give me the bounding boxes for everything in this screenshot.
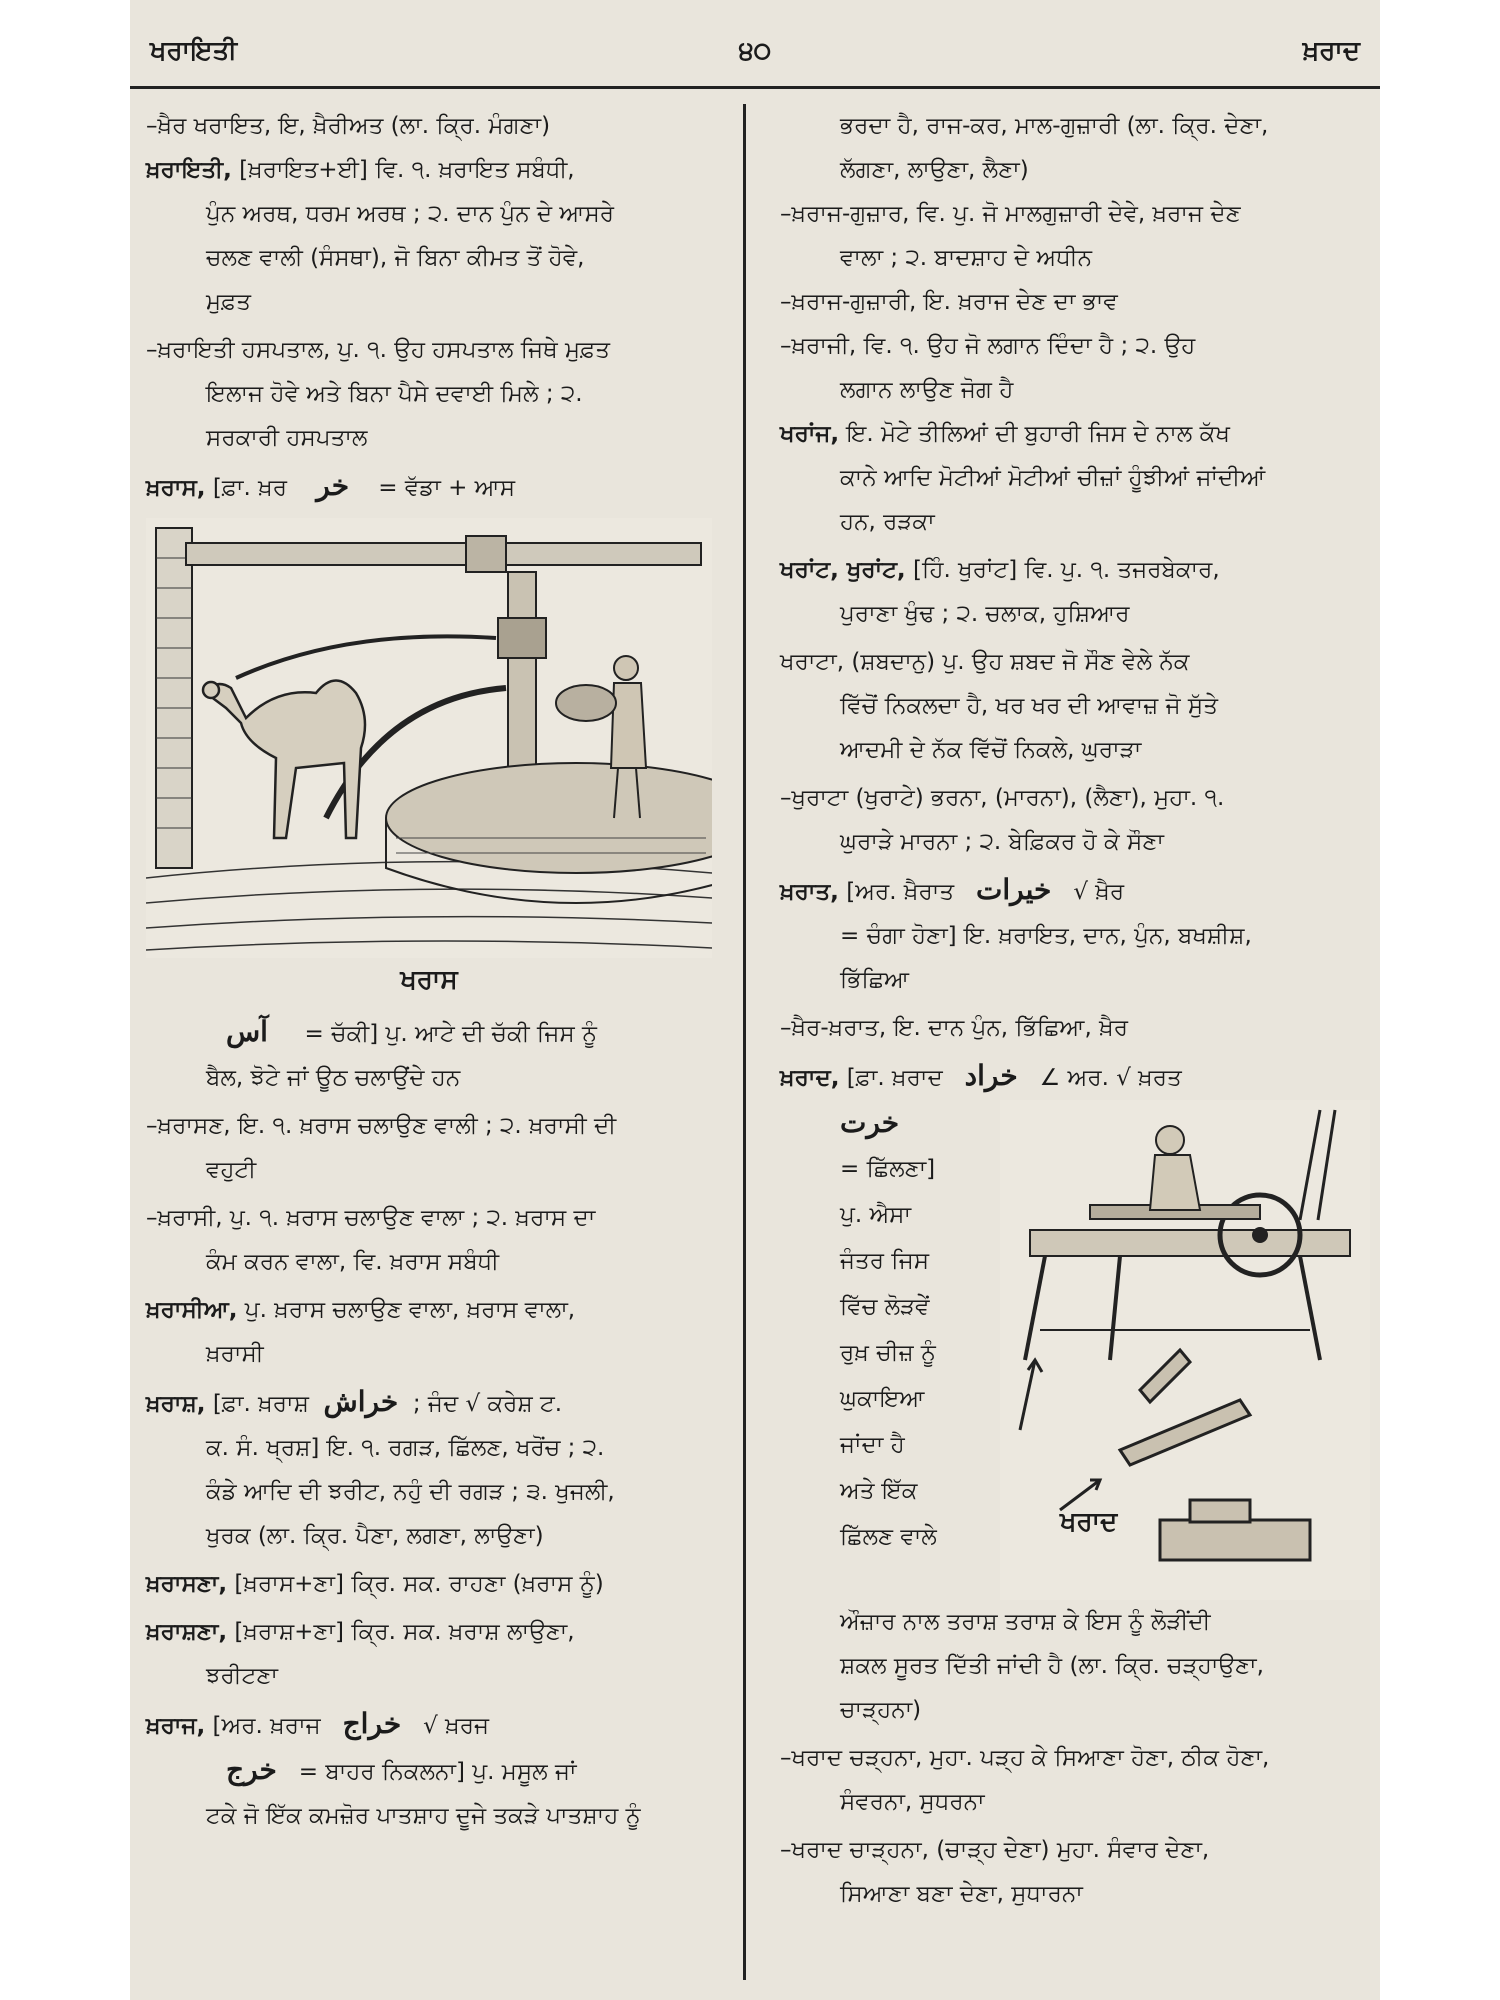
entry-line: ਪੁ. ਐਸਾ [840, 1202, 912, 1228]
entry-line: ਇਲਾਜ ਹੋਵੇ ਅਤੇ ਬਿਨਾ ਪੈਸੇ ਦਵਾਈ ਮਿਲੇ ; ੨. [206, 381, 583, 407]
entry-line: –ਖ਼ਰਾਜ-ਗੁਜ਼ਾਰੀ, ਇ. ਖ਼ਰਾਜ ਦੇਣ ਦਾ ਭਾਵ [780, 289, 1118, 315]
entry-text: √ ਖ਼ੈਰ [1073, 879, 1125, 905]
persian-script: خرج [226, 1753, 277, 1786]
persian-script: خراش [323, 1385, 399, 1418]
entry-text: [ਫ਼ਾ. ਖ਼ਰਾਸ਼ [212, 1391, 309, 1417]
entry-line: –ਖ਼ਰਾਇਤੀ ਹਸਪਤਾਲ, ਪੁ. ੧. ਉਹ ਹਸਪਤਾਲ ਜਿਥੇ ਮੁਫ਼ਤ [146, 337, 610, 363]
entry-line: ਆਦਮੀ ਦੇ ਨੱਕ ਵਿੱਚੋਂ ਨਿਕਲੇ, ਘੁਰਾੜਾ [840, 737, 1142, 763]
page-number: ੪੦ [738, 36, 772, 66]
entry-line: ਬੈਲ, ਝੋਟੇ ਜਾਂ ਊਠ ਚਲਾਉਂਦੇ ਹਨ [206, 1065, 461, 1091]
entry-line: ਲੱਗਣਾ, ਲਾਉਣਾ, ਲੈਣਾ) [840, 157, 1029, 183]
headword: ਖ਼ਰਾਸੀਆ, [146, 1297, 238, 1323]
entry-text: ਪੁ. ਖ਼ਰਾਸ ਚਲਾਉਣ ਵਾਲਾ, ਖ਼ਰਾਸ ਵਾਲਾ, [244, 1297, 576, 1323]
entry-line: ਰੁਖ਼ ਚੀਜ਼ ਨੂੰ [840, 1340, 936, 1366]
entry-line: –ਖ਼ੈਰ-ਖ਼ਰਾਤ, ਇ. ਦਾਨ ਪੁੰਨ, ਭਿੱਛਿਆ, ਖ਼ੈਰ [780, 1015, 1128, 1041]
entry-kharasna [146, 1562, 712, 1606]
entry-line: ਅਤੇ ਇੱਕ [840, 1478, 918, 1504]
entry-kharaj [146, 1702, 712, 1838]
lathe-text-column [840, 1100, 990, 1560]
entry-line: ਸੰਵਰਨਾ, ਸੁਧਰਨਾ [840, 1789, 985, 1815]
entry-line: = ਚੰਗਾ ਹੋਣਾ] ਇ. ਖ਼ਰਾਇਤ, ਦਾਨ, ਪੁੰਨ, ਬਖਸ਼ੀਸ਼, [840, 923, 1252, 949]
entry-line: –ਖੁਰਾਟਾ (ਖੁਰਾਟੇ) ਭਰਨਾ, (ਮਾਰਨਾ), (ਲੈਣਾ), ਮੁਹਾ. ੧. [780, 785, 1225, 811]
header-rule [130, 86, 1380, 89]
entry-text: ; ਜੰਦ √ ਕਰੇਸ਼ ਟ. [412, 1391, 563, 1417]
entry-text: [ਖ਼ਰਾਸ+ਣਾ] ਕ੍ਰਿ. ਸਕ. ਰਾਹਣਾ (ਖ਼ਰਾਸ ਨੂੰ) [234, 1571, 604, 1597]
entry-line: ਸਰਕਾਰੀ ਹਸਪਤਾਲ [206, 425, 368, 451]
entry-line: ਔਜ਼ਾਰ ਨਾਲ ਤਰਾਸ਼ ਤਰਾਸ਼ ਕੇ ਇਸ ਨੂੰ ਲੋੜੀਂਦੀ [840, 1609, 1211, 1635]
persian-script: خراد [964, 1059, 1018, 1092]
entry-line: ਮੁਫ਼ਤ [206, 289, 251, 315]
entry-text: ∠ ਅਰ. √ ਖ਼ਰਤ [1039, 1065, 1182, 1091]
entry-text: ਇ. ਮੋਟੇ ਤੀਲਿਆਂ ਦੀ ਬੁਹਾਰੀ ਜਿਸ ਦੇ ਨਾਲ ਕੱਖ [846, 421, 1230, 447]
entry-line: ਲਗਾਨ ਲਾਉਣ ਜੋਗ ਹੈ [840, 377, 1014, 403]
entry-line: ਜੰਤਰ ਜਿਸ [840, 1248, 930, 1274]
entry-line: ਕ. ਸੰ. ਖ੍ਰਸ਼] ਇ. ੧. ਰਗੜ, ਛਿੱਲਣ, ਖਰੋਂਚ ; ੨. [206, 1435, 605, 1461]
persian-script: خراج [342, 1707, 402, 1740]
entry-kharat [780, 868, 1365, 1002]
figure-caption: ਖਰਾਦ [1060, 1507, 1118, 1537]
entry-khair-kharat [780, 1006, 1365, 1050]
entry-line: –ਖ਼ਰਾਜੀ, ਵਿ. ੧. ਉਹ ਜੋ ਲਗਾਨ ਦਿੰਦਾ ਹੈ ; ੨. ਉਹ [780, 333, 1196, 359]
entry-line: ਪੁੰਨ ਅਰਥ, ਧਰਮ ਅਰਥ ; ੨. ਦਾਨ ਪੁੰਨ ਦੇ ਆਸਰੇ [206, 201, 615, 227]
entry-line: ਝਰੀਟਣਾ [206, 1663, 278, 1689]
entry-line: –ਖਰਾਦ ਚਾੜ੍ਹਨਾ, (ਚਾੜ੍ਹ ਦੇਣਾ) ਮੁਹਾ. ਸੰਵਾਰ ਦੇਣਾ, [780, 1837, 1210, 1863]
column-divider [743, 104, 746, 1980]
entry-text: √ ਖ਼ਰਜ [423, 1713, 490, 1739]
entry-kharanj [780, 412, 1365, 544]
headword: ਖ਼ਰਾਸ਼ਣਾ, [146, 1619, 228, 1645]
persian-script: خرت [840, 1106, 900, 1139]
entry-text: [ਅਰ. ਖ਼ੈਰਾਤ [846, 879, 955, 905]
entry-text: [ਫ਼ਾ. ਖ਼ਰ [212, 475, 287, 501]
entry-line: –ਖ਼ਰਾਸਣ, ਇ. ੧. ਖ਼ਰਾਸ ਚਲਾਉਣ ਵਾਲੀ ; ੨. ਖ਼ਰਾਸੀ ਦੀ [146, 1113, 617, 1139]
page-header [150, 30, 1360, 74]
entry-line: –ਖ਼ਰਾਸੀ, ਪੁ. ੧. ਖ਼ਰਾਸ ਚਲਾਉਣ ਵਾਲਾ ; ੨. ਖ਼ਰਾਸ ਦਾ [146, 1205, 596, 1231]
entry-text: [ਅਰ. ਖ਼ਰਾਜ [212, 1713, 321, 1739]
headword: ਖ਼ਰਾਤ, [780, 879, 839, 905]
entry-line: ਸਿਆਣਾ ਬਣਾ ਦੇਣਾ, ਸੁਧਾਰਨਾ [840, 1881, 1083, 1907]
entry-line: = ਛਿੱਲਣਾ] [840, 1156, 936, 1182]
headword: ਖਰਾਂਜ, [780, 421, 840, 447]
entry-line: ਜਾਂਦਾ ਹੈ [840, 1432, 905, 1458]
camel-mill-drawing [146, 518, 712, 958]
headword: ਖਰਾਂਟ, ਖੁਰਾਂਟ, [780, 557, 906, 583]
entry-line: ਭਿੱਛਿਆ [840, 967, 910, 993]
entry-line: ਕਾਨੇ ਆਦਿ ਮੋਟੀਆਂ ਮੋਟੀਆਂ ਚੀਜ਼ਾਂ ਹੂੰਝੀਆਂ ਜਾਂਦੀਆਂ [840, 465, 1266, 491]
entry-line: –ਖ਼ੈਰ ਖਰਾਇਤ, ਇ, ਖ਼ੈਰੀਅਤ (ਲਾ. ਕ੍ਰਿ. ਮੰਗਣਾ) [146, 113, 551, 139]
entry-kharaiti-hospital [146, 328, 712, 460]
entry-line: ਖ਼ਰਾਸੀ [206, 1341, 264, 1367]
entry-line: ਵਹੁਟੀ [206, 1157, 257, 1183]
entry-text: [ਖ਼ਰਾਇਤ+ਈ] ਵਿ. ੧. ਖ਼ਰਾਇਤ ਸਬੰਧੀ, [239, 157, 575, 183]
entry-text: = ਬਾਹਰ ਨਿਕਲਨਾ] ਪੁ. ਮਸੂਲ ਜਾਂ [298, 1759, 577, 1785]
lathe-drawing [1000, 1100, 1370, 1600]
entry-kharasi [146, 1196, 712, 1284]
persian-script: آس [226, 1015, 268, 1048]
lathe-illustration [1000, 1100, 1370, 1600]
entry-line: ਖੁਰਕ (ਲਾ. ਕ੍ਰਿ. ਪੈਣਾ, ਲਗਣਾ, ਲਾਉਣਾ) [206, 1523, 544, 1549]
entry-text: [ਹਿੰ. ਖੁਰਾਂਟ] ਵਿ. ਪੁ. ੧. ਤਜਰਬੇਕਾਰ, [912, 557, 1220, 583]
entry-text: = ਵੱਡਾ + ਆਸ [378, 475, 516, 501]
entry-kharant [780, 548, 1365, 636]
entry-line: ਕੰਡੇ ਆਦਿ ਦੀ ਝਰੀਟ, ਨਹੁੰ ਦੀ ਰਗੜ ; ੩. ਖੁਜਲੀ, [206, 1479, 615, 1505]
entry-kharad-charhna-2 [780, 1828, 1365, 1916]
mill-illustration [146, 518, 712, 958]
entry-line: ਵਾਲਾ ; ੨. ਬਾਦਸ਼ਾਹ ਦੇ ਅਧੀਨ [840, 245, 1092, 271]
left-column [146, 104, 712, 1842]
headword: ਖ਼ਰਾਜ, [146, 1713, 206, 1739]
entry-line: ਟਕੇ ਜੋ ਇੱਕ ਕਮਜ਼ੋਰ ਪਾਤਸ਼ਾਹ ਦੂਜੇ ਤਕੜੇ ਪਾਤਸ਼ਾਹ ਨੂੰ [206, 1803, 641, 1829]
right-column [780, 104, 1365, 1920]
entry-line: ਚਲਣ ਵਾਲੀ (ਸੰਸਥਾ), ਜੋ ਬਿਨਾ ਕੀਮਤ ਤੋਂ ਹੋਵੇ, [206, 245, 585, 271]
headword: ਖ਼ਰਾਸ਼, [146, 1391, 206, 1417]
headword: ਖ਼ਰਾਇਤੀ, [146, 157, 232, 183]
entry-kharaiti [146, 148, 712, 324]
entry-line: –ਖਰਾਦ ਚੜ੍ਹਨਾ, ਮੁਹਾ. ਪੜ੍ਹ ਕੇ ਸਿਆਣਾ ਹੋਣਾ, ਠੀਕ ਹੋਣਾ, [780, 1745, 1270, 1771]
entry-kharash [146, 1380, 712, 1558]
entry-text: = ਚੱਕੀ] ਪੁ. ਆਟੇ ਦੀ ਚੱਕੀ ਜਿਸ ਨੂੰ [304, 1021, 597, 1047]
entry-kharashna [146, 1610, 712, 1698]
entry-kharad-charhna [780, 1736, 1365, 1824]
entry-kharasia [146, 1288, 712, 1376]
entry-line: ਸ਼ਕਲ ਸੂਰਤ ਦਿੱਤੀ ਜਾਂਦੀ ਹੈ (ਲਾ. ਕ੍ਰਿ. ਚੜ੍ਹਾਉਣਾ, [840, 1653, 1264, 1679]
entry-line: ਚਾੜ੍ਹਨਾ) [840, 1697, 922, 1723]
entry-kharas [146, 464, 712, 1100]
entry-kharasan [146, 1104, 712, 1192]
headword: ਖ਼ਰਾਸ, [146, 475, 206, 501]
headword: ਖ਼ਰਾਸਣਾ, [146, 1571, 228, 1597]
entry-text: [ਖ਼ਰਾਸ਼+ਣਾ] ਕ੍ਰਿ. ਸਕ. ਖ਼ਰਾਸ਼ ਲਾਉਣਾ, [234, 1619, 575, 1645]
entry-line: ਪੁਰਾਣਾ ਖੁੰਢ ; ੨. ਚਲਾਕ, ਹੁਸ਼ਿਆਰ [840, 601, 1130, 627]
entry-line: ਘੁਕਾਇਆ [840, 1386, 925, 1412]
entry-text: [ਫ਼ਾ. ਖ਼ਰਾਦ [846, 1065, 943, 1091]
entry-line: ਵਿੱਚ ਲੋੜਵੇਂ [840, 1294, 930, 1320]
entry-line: ਘੁਰਾੜੇ ਮਾਰਨਾ ; ੨. ਬੇਫ਼ਿਕਰ ਹੋ ਕੇ ਸੌਣਾ [840, 829, 1164, 855]
entry-line: ਖਰਾਟਾ, (ਸ਼ਬਦਾਨੁ) ਪੁ. ਉਹ ਸ਼ਬਦ ਜੋ ਸੌਣ ਵੇਲੇ ਨੱਕ [780, 649, 1190, 675]
dictionary-page [130, 0, 1380, 2000]
persian-script: خيرات [976, 873, 1052, 906]
entry-line: ਛਿੱਲਣ ਵਾਲੇ [840, 1524, 937, 1550]
entry-line: ਭਰਦਾ ਹੈ, ਰਾਜ-ਕਰ, ਮਾਲ-ਗੁਜ਼ਾਰੀ (ਲਾ. ਕ੍ਰਿ. ਦੇਣਾ, [840, 113, 1269, 139]
header-right-guideword: ਖ਼ਰਾਦ [1302, 36, 1360, 66]
headword: ਖ਼ਰਾਦ, [780, 1065, 840, 1091]
entry-kharad [780, 1054, 1365, 1732]
header-left-guideword: ਖਰਾਇਤੀ [150, 36, 238, 66]
entry-khurata-bharna [780, 776, 1365, 864]
entry-line: ਵਿੱਚੋਂ ਨਿਕਲਦਾ ਹੈ, ਖਰ ਖਰ ਦੀ ਆਵਾਜ਼ ਜੋ ਸੁੱਤੇ [840, 693, 1218, 719]
figure-caption: ਖਰਾਸ [400, 965, 458, 995]
persian-script: خر [316, 469, 350, 502]
entry-line: –ਖ਼ਰਾਜ-ਗੁਜ਼ਾਰ, ਵਿ. ਪੁ. ਜੋ ਮਾਲਗੁਜ਼ਾਰੀ ਦੇਵੇ, ਖ਼ਰਾਜ ਦੇਣ [780, 201, 1241, 227]
entry-line: ਹਨ, ਰੜਕਾ [840, 509, 935, 535]
entry-kharata [780, 640, 1365, 772]
entry-line: ਕੰਮ ਕਰਨ ਵਾਲਾ, ਵਿ. ਖ਼ਰਾਸ ਸਬੰਧੀ [206, 1249, 500, 1275]
lathe-block [780, 1100, 1365, 1600]
